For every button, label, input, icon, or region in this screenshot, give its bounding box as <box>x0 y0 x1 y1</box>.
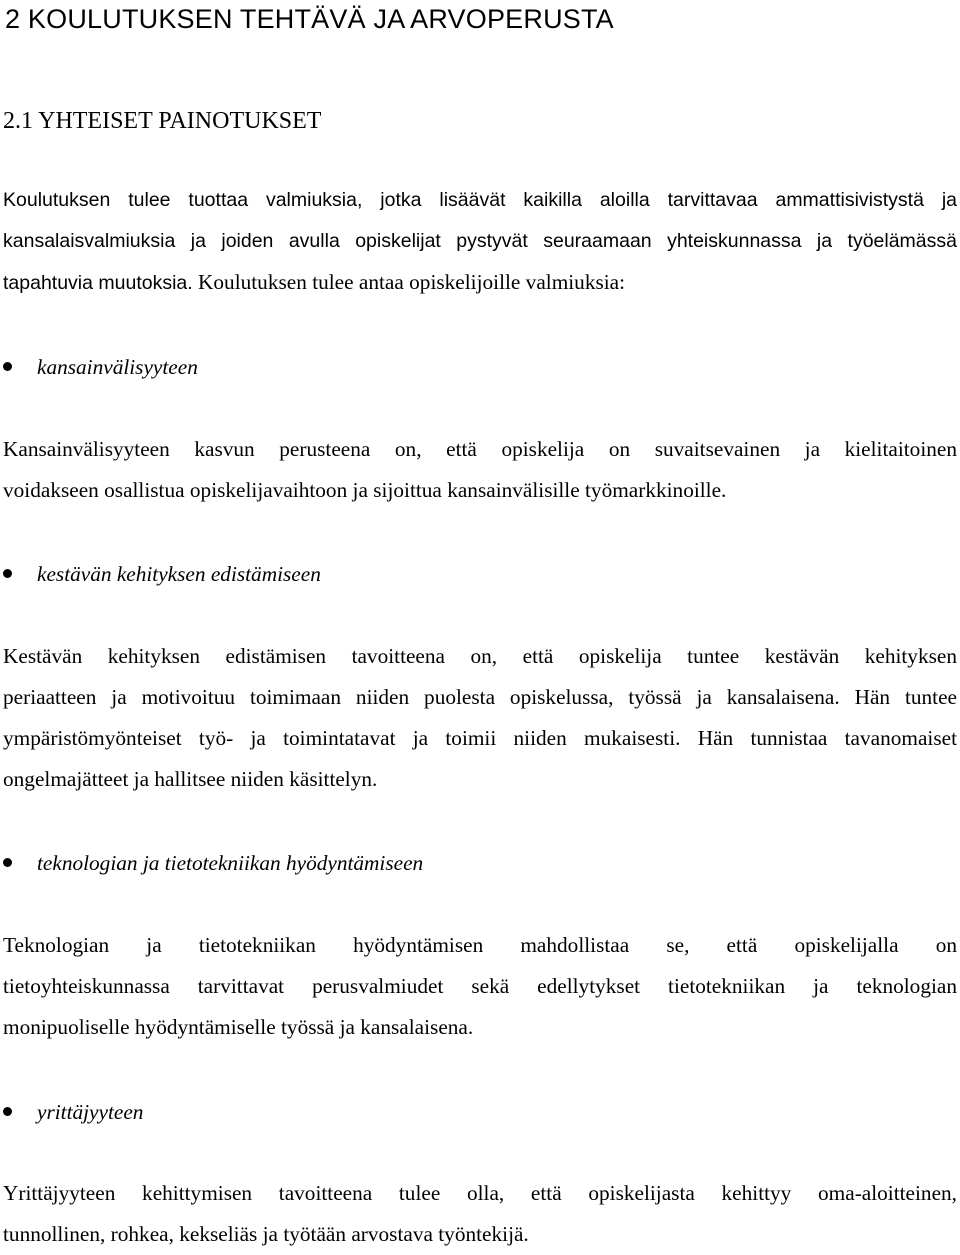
bullet-item <box>0 351 960 383</box>
bullet-dot-icon <box>3 858 12 867</box>
bullet-dot-icon <box>3 362 12 371</box>
intro-line: Koulutuksen tulee tuottaa valmiuksia, jotka lisäävät kaikilla aloilla tarvittavaa ammattisivistystä ja <box>3 189 957 211</box>
paragraph-line: ympäristömyönteiset työ- ja toimintatavat ja toimii niiden mukaisesti. Hän tunnistaa tavanomaiset <box>3 726 957 750</box>
bullet-item <box>0 1096 960 1128</box>
intro-text-part: Koulutuksen tulee antaa opiskelijoille valmiuksia: <box>192 270 626 294</box>
bullet-label: kestävän kehityksen edistämiseen <box>37 562 321 586</box>
bullet-item <box>0 847 960 879</box>
intro-text-part: tapahtuvia muutoksia. <box>3 272 193 294</box>
paragraph-line: Yrittäjyyteen kehittymisen tavoitteena tulee olla, että opiskelijasta kehittyy oma-aloitteinen, <box>3 1181 957 1205</box>
paragraph-line: tietoyhteiskunnassa tarvittavat perusvalmiudet sekä edellytykset tietotekniikan ja teknologian <box>3 974 957 998</box>
intro-paragraph <box>3 180 957 304</box>
intro-line: kansalaisvalmiuksia ja joiden avulla opiskelijat pystyvät seuraamaan yhteiskunnassa ja työelämässä <box>3 230 957 252</box>
intro-line-last <box>3 262 957 304</box>
bullet-dot-icon <box>3 1107 12 1116</box>
section-paragraph <box>3 429 957 511</box>
paragraph-line: ongelmajätteet ja hallitsee niiden käsittelyn. <box>3 767 378 791</box>
section-paragraph <box>3 1173 957 1255</box>
bullet-item <box>0 558 960 590</box>
paragraph-line: periaatteen ja motivoituu toimimaan niiden puolesta opiskelussa, työssä ja kansalaisena. Hän tuntee <box>3 685 957 709</box>
bullet-label: yrittäjyyteen <box>37 1100 144 1124</box>
paragraph-line: Teknologian ja tietotekniikan hyödyntämisen mahdollistaa se, että opiskelijalla on <box>3 933 957 957</box>
bullet-label: teknologian ja tietotekniikan hyödyntämiseen <box>37 851 424 875</box>
bullet-label: kansainvälisyyteen <box>37 355 198 379</box>
section-paragraph <box>3 925 957 1048</box>
paragraph-line: monipuoliselle hyödyntämiselle työssä ja kansalaisena. <box>3 1015 474 1039</box>
chapter-heading: 2 KOULUTUKSEN TEHTÄVÄ JA ARVOPERUSTA <box>5 4 614 34</box>
paragraph-line: Kansainvälisyyteen kasvun perusteena on, että opiskelija on suvaitsevainen ja kielitaitoinen <box>3 437 957 461</box>
paragraph-line: voidakseen osallistua opiskelijavaihtoon ja sijoittua kansainvälisille työmarkkinoille. <box>3 478 727 502</box>
paragraph-line: Kestävän kehityksen edistämisen tavoitteena on, että opiskelija tuntee kestävän kehityksen <box>3 644 957 668</box>
section-paragraph <box>3 636 957 800</box>
paragraph-line: tunnollinen, rohkea, kekseliäs ja työtään arvostava työntekijä. <box>3 1222 529 1246</box>
section-heading: 2.1 YHTEISET PAINOTUKSET <box>3 108 322 134</box>
bullet-dot-icon <box>3 569 12 578</box>
